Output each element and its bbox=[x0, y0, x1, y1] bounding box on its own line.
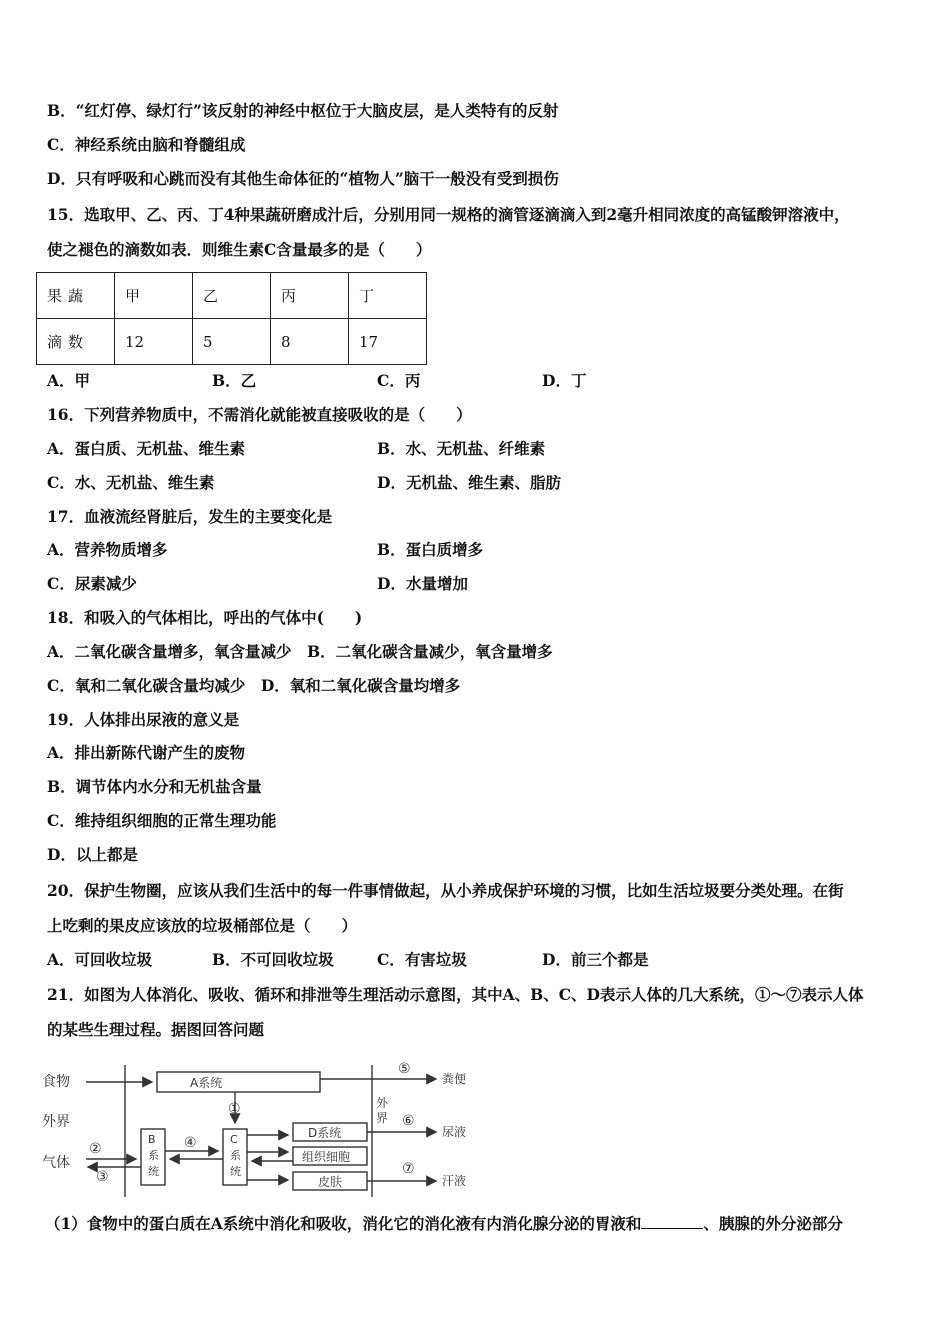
table-cell: 果蔬 bbox=[37, 273, 115, 319]
table-cell: 12 bbox=[115, 319, 193, 365]
q15-option-a: A．甲 bbox=[47, 371, 91, 390]
q15-option-b: B．乙 bbox=[212, 371, 257, 390]
q17-stem: 17．血液流经肾脏后，发生的主要变化是 bbox=[47, 507, 333, 526]
gas-label: 气体 bbox=[42, 1155, 70, 1171]
q16-option-a: A．蛋白质、无机盐、维生素 bbox=[47, 439, 246, 458]
q18-stem: 18．和吸入的气体相比，呼出的气体中( ) bbox=[47, 608, 363, 627]
table-cell: 丁 bbox=[349, 273, 427, 319]
q17-option-d: D．水量增加 bbox=[377, 574, 468, 593]
q20-stem-line1: 20．保护生物圈，应该从我们生活中的每一件事情做起，从小养成保护环境的习惯，比如生活垃圾要分类处理。在街 bbox=[47, 881, 844, 900]
process-3: ③ bbox=[96, 1169, 109, 1185]
q16-stem: 16．下列营养物质中，不需消化就能被直接吸收的是（ ） bbox=[47, 405, 472, 424]
feces-label: 粪便 bbox=[442, 1072, 467, 1086]
sweat-label: 汗液 bbox=[442, 1174, 467, 1188]
outside-right-label: 外界 bbox=[376, 1096, 389, 1125]
q19-stem: 19．人体排出尿液的意义是 bbox=[47, 710, 240, 729]
q17-option-c: C．尿素减少 bbox=[47, 574, 137, 593]
process-6: ⑥ bbox=[402, 1113, 415, 1129]
table-cell: 8 bbox=[271, 319, 349, 365]
a-system-box bbox=[157, 1072, 320, 1092]
q18-options-ab: A．二氧化碳含量增多，氧含量减少 B．二氧化碳含量减少，氧含量增多 bbox=[47, 642, 553, 661]
q21-sub1-post: 、胰腺的外分泌部分 bbox=[703, 1214, 843, 1233]
process-7: ⑦ bbox=[402, 1161, 415, 1177]
table-cell: 5 bbox=[193, 319, 271, 365]
q19-option-a: A．排出新陈代谢产生的废物 bbox=[47, 743, 246, 762]
a-system-label: A系统 bbox=[190, 1076, 223, 1090]
q16-option-b: B．水、无机盐、纤维素 bbox=[377, 439, 546, 458]
q15-table bbox=[36, 272, 427, 365]
tissue-label: 组织细胞 bbox=[302, 1150, 351, 1164]
q14-option-d: D．只有呼吸和心跳而没有其他生命体征的“植物人”脑干一般没有受到损伤 bbox=[47, 169, 559, 188]
q15-stem-line2: 使之褪色的滴数如表．则维生素C含量最多的是（ ） bbox=[47, 240, 432, 259]
c-system-label: C 系统 bbox=[230, 1133, 241, 1178]
q15-stem-line1: 15．选取甲、乙、丙、丁4种果蔬研磨成汁后，分别用同一规格的滴管逐滴滴入到2毫升相同浓度的高锰酸钾溶液中， bbox=[47, 205, 850, 224]
q21-sub1 bbox=[45, 1214, 843, 1234]
table-row bbox=[37, 319, 427, 365]
process-5: ⑤ bbox=[398, 1061, 411, 1077]
q20-stem-line2: 上吃剩的果皮应该放的垃圾桶部位是（ ） bbox=[47, 916, 358, 935]
d-system-label: D系统 bbox=[308, 1126, 342, 1140]
urine-label: 尿液 bbox=[442, 1125, 467, 1139]
q17-option-b: B．蛋白质增多 bbox=[377, 540, 484, 559]
q15-option-c: C．丙 bbox=[377, 371, 421, 390]
q19-option-d: D．以上都是 bbox=[47, 845, 138, 864]
q20-option-a: A．可回收垃圾 bbox=[47, 950, 153, 969]
q17-option-a: A．营养物质增多 bbox=[47, 540, 168, 559]
q21-stem-line1: 21．如图为人体消化、吸收、循环和排泄等生理活动示意图，其中A、B、C、D表示人体的几大系统，①～⑦表示人体 bbox=[47, 985, 864, 1004]
process-1: ① bbox=[228, 1101, 241, 1117]
q21-sub1-pre: （1）食物中的蛋白质在A系统中消化和吸收，消化它的消化液有内消化腺分泌的胃液和 bbox=[45, 1214, 642, 1233]
q21-diagram bbox=[40, 1055, 480, 1203]
q14-option-c: C．神经系统由脑和脊髓组成 bbox=[47, 135, 246, 154]
q20-option-c: C．有害垃圾 bbox=[377, 950, 467, 969]
q18-options-cd: C．氧和二氧化碳含量均减少 D．氧和二氧化碳含量均增多 bbox=[47, 676, 461, 695]
q19-option-b: B．调节体内水分和无机盐含量 bbox=[47, 777, 262, 796]
q20-option-b: B．不可回收垃圾 bbox=[212, 950, 334, 969]
answer-blank[interactable] bbox=[641, 1214, 703, 1229]
table-cell: 乙 bbox=[193, 273, 271, 319]
q20-option-d: D．前三个都是 bbox=[542, 950, 649, 969]
process-2: ② bbox=[89, 1141, 102, 1157]
q14-option-b: B．“红灯停、绿灯行”该反射的神经中枢位于大脑皮层，是人类特有的反射 bbox=[47, 101, 559, 120]
b-system-label: B 系统 bbox=[148, 1133, 159, 1178]
process-4: ④ bbox=[184, 1135, 197, 1151]
skin-label: 皮肤 bbox=[318, 1175, 343, 1189]
table-cell: 滴数 bbox=[37, 319, 115, 365]
table-cell: 丙 bbox=[271, 273, 349, 319]
q15-option-d: D．丁 bbox=[542, 371, 587, 390]
table-row bbox=[37, 273, 427, 319]
q16-option-d: D．无机盐、维生素、脂肪 bbox=[377, 473, 561, 492]
table-cell: 17 bbox=[349, 319, 427, 365]
q16-option-c: C．水、无机盐、维生素 bbox=[47, 473, 215, 492]
q19-option-c: C．维持组织细胞的正常生理功能 bbox=[47, 811, 277, 830]
q21-stem-line2: 的某些生理过程。据图回答问题 bbox=[47, 1020, 265, 1039]
food-label: 食物 bbox=[42, 1074, 70, 1090]
outside-left-label: 外界 bbox=[42, 1114, 70, 1130]
table-cell: 甲 bbox=[115, 273, 193, 319]
